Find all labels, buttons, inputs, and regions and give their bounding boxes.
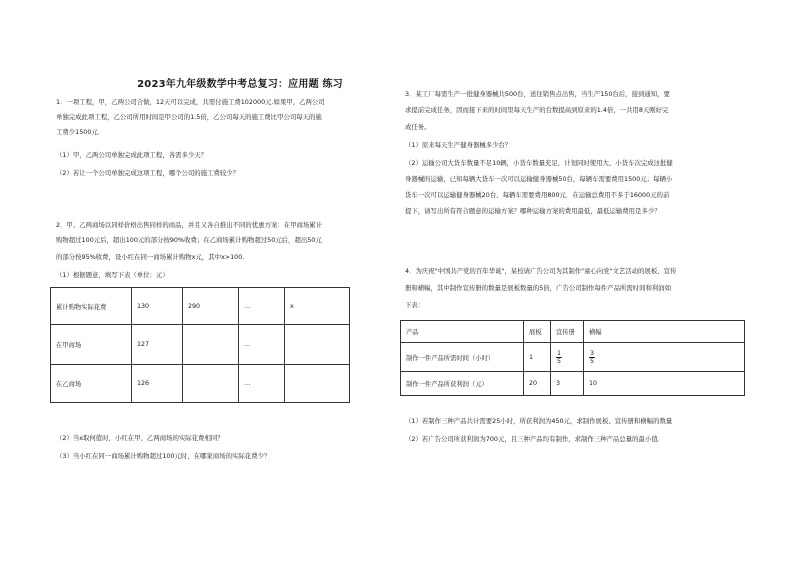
table-cell: 20 (524, 372, 551, 396)
table-cell: … (239, 365, 285, 403)
table-row (51, 288, 350, 325)
table-cell: 127 (132, 325, 183, 365)
table-cell (584, 343, 745, 372)
q2-sub3: （3）当小红在同一商场累计购物超过100元时，在哪家商场的实际花费少？ (56, 452, 271, 460)
table-cell: 在乙商场 (51, 365, 132, 403)
table-cell: 126 (132, 365, 183, 403)
q1-sub2: （2）若让一个公司单独完成这项工程，哪个公司的施工费较少？ (56, 169, 240, 177)
q3-line1: 3．某工厂每需生产一批健身器械共500台，送往销售点出售，当生产150台后，接到通知，要 (405, 90, 670, 98)
table-cell: 在甲商场 (51, 325, 132, 365)
fraction-numerator: 1 (557, 349, 562, 357)
fraction (589, 350, 595, 365)
q4-sub1: （1）若制作三种产品共计需要25小时，所获利润为450元，求制作展板、宣传册和横幅的数量 (405, 417, 673, 425)
q2-line1: 2．甲、乙两商场以同样价格出售同样的商品，并且又各自推出不同的优惠方案：在甲商场累计 (56, 221, 323, 229)
q3-sub2-line4: 提下，请写出所有符合题意的运输方案？哪种运输方案的费用最低，最低运输费用是多少？ (405, 207, 661, 215)
q1-line3: 工费少1500元． (56, 128, 105, 136)
q2-sub1: （1）根据题意，填写下表（单位：元） (56, 271, 169, 279)
q3-sub2-line1: （2）运输公司大货车数量不足10辆，小货车数量充足，计划同时使用大、小货车次完成这批健 (405, 159, 673, 167)
table-row (51, 325, 350, 365)
table-cell: … (239, 325, 285, 365)
fraction-denominator: 5 (557, 357, 562, 365)
q2-line3: 的部分按95%收费，设小红在同一商场累计购物x元，其中x>100. (56, 253, 245, 261)
table-cell: 横幅 (584, 321, 745, 343)
table-cell: 制作一件产品所需时间（小时） (401, 343, 524, 372)
q2-line2: 购物超过100元后，超出100元的部分按90%收费；在乙商场累计购物超过50元后，超出50元 (56, 236, 322, 244)
table-cell (183, 365, 239, 403)
q3-sub2-line3: 货车一次可以运输健身器械20台，每辆车需要费用800元．在运输总费用不多于16000元的前 (405, 191, 670, 199)
q4-sub2: （2）若广告公司所获利润为700元，且三种产品均有制作，求制作三种产品总量的最小值． (405, 435, 665, 443)
table-cell: 10 (584, 372, 745, 396)
q4-line1: 4．为庆祝"中国共产党的百年华诞"，某校请广告公司为其制作"童心向党"文艺活动的展板、宣传 (405, 267, 677, 275)
q3-sub1: （1）原来每天生产健身器械多少台？ (405, 141, 512, 149)
table-cell (183, 325, 239, 365)
q1-line1: 1．一项工程，甲，乙两公司合做，12天可以完成，共需付施工费102000元.如果甲，乙两公司 (56, 98, 325, 106)
table-cell: 展板 (524, 321, 551, 343)
table-cell (285, 325, 350, 365)
fraction-numerator: 3 (590, 349, 595, 357)
q2-sub2: （2）当x取何值时，小红在甲、乙两商场的实际花费相同？ (56, 434, 224, 442)
shopping-table (50, 287, 350, 403)
q3-sub2-line2: 身器械的运输，已知每辆大货车一次可以运输健身器械50台，每辆车需要费用1500元；每辆小 (405, 175, 673, 183)
q1-line2: 单独完成此项工程，乙公司所用时间是甲公司的1.5倍，乙公司每天的施工费比甲公司每天的施 (56, 113, 322, 121)
table-row (51, 365, 350, 403)
table-row (401, 343, 745, 372)
q4-line3: 下表： (405, 301, 425, 309)
fraction-denominator: 5 (590, 357, 595, 365)
q4-line2: 册和横幅，其中制作宣传册的数量是展板数量的5倍，广告公司制作每件产品所需时间和利润如 (405, 284, 672, 292)
q1-sub1: （1）甲，乙两公司单独完成此项工程，各需多少天？ (56, 151, 208, 159)
table-cell: … (239, 288, 285, 325)
table-row (401, 372, 745, 396)
table-cell: 累计购物实际花费 (51, 288, 132, 325)
table-row (401, 321, 745, 343)
table-cell (285, 365, 350, 403)
q3-line3: 成任务。 (405, 123, 431, 131)
page-title: 2023年九年级数学中考总复习：应用题 练习 (137, 79, 343, 90)
product-table (400, 320, 745, 396)
table-cell: 3 (551, 372, 584, 396)
fraction (556, 350, 562, 365)
table-cell: 宣传册 (551, 321, 584, 343)
q3-line2: 求提前完成任务，因而接下来的时间里每天生产的台数提高到原来的1.4倍，一共用8天刚好完 (405, 106, 669, 114)
table-cell: 产品 (401, 321, 524, 343)
table-cell: x (285, 288, 350, 325)
table-cell: 130 (132, 288, 183, 325)
table-cell: 290 (183, 288, 239, 325)
table-cell: 制作一件产品所获利润（元） (401, 372, 524, 396)
table-cell (551, 343, 584, 372)
table-cell: 1 (524, 343, 551, 372)
